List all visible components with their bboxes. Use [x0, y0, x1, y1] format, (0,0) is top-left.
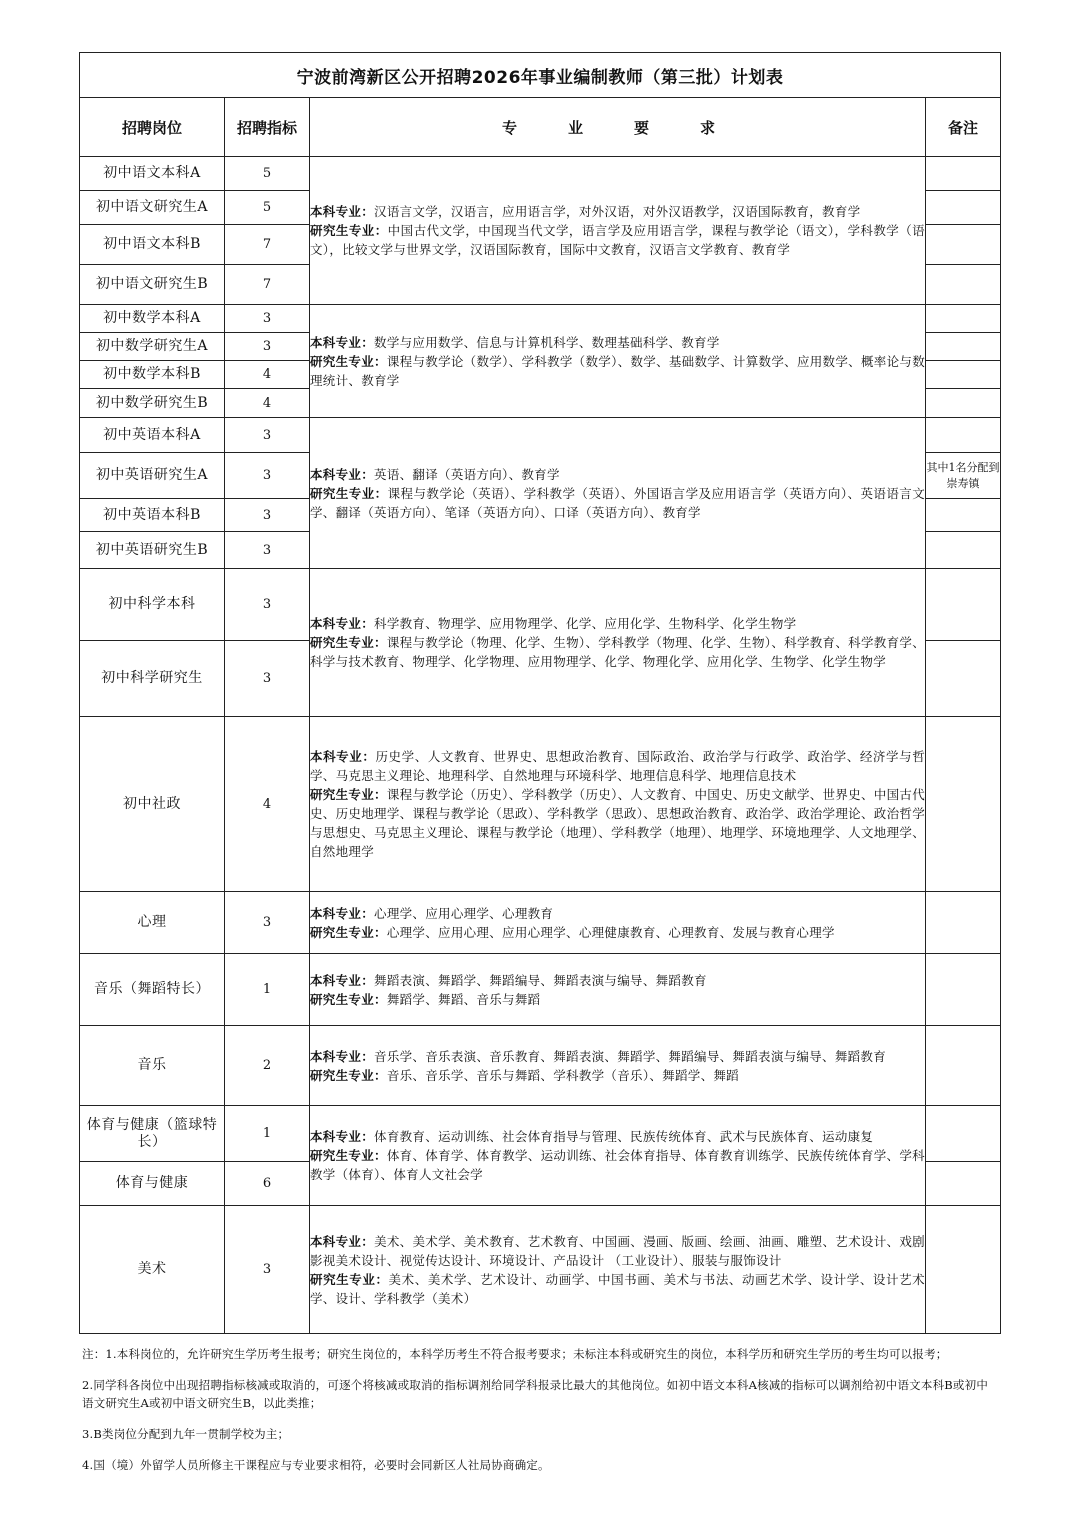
requirement-cell: [310, 305, 926, 418]
position-cell: 心理: [80, 892, 225, 954]
position-cell: 初中语文研究生B: [80, 265, 225, 305]
requirement-text: 课程与教学论（历史）、学科教学（历史）、人文教育、中国史、历史文献学、世界史、中国古代史、历史地理学、课程与教学论（思政）、学科教学（思政）、思想政治教育、政治学、政治学理论、政治哲学与思想史、马克思主义理论、课程与教学论（地理）、学科教学（地理）、地理学、环境地理学、人文地理学、自然地理学: [310, 787, 925, 859]
quota-cell: 7: [225, 265, 310, 305]
position-cell: 初中数学研究生A: [80, 333, 225, 361]
undergraduate-majors: [310, 1232, 925, 1270]
postgraduate-majors: [310, 990, 925, 1009]
requirement-text: 音乐学、音乐表演、音乐教育、舞蹈表演、舞蹈学、舞蹈编导、舞蹈表演与编导、舞蹈教育: [374, 1048, 887, 1064]
quota-cell: 3: [225, 418, 310, 453]
requirement-text: 中国古代文学，中国现当代文学，语言学及应用语言学，课程与教学论（语文），学科教学（语文），比较文学与世界文学，汉语国际教育，国际中文教育，汉语言文学教育、教育学: [310, 223, 925, 257]
table-row: [80, 418, 1001, 453]
postgraduate-majors: [310, 352, 925, 390]
remark-cell: [926, 389, 1001, 418]
quota-cell: 3: [225, 499, 310, 532]
remark-cell: [926, 418, 1001, 453]
position-cell: 初中英语研究生A: [80, 453, 225, 499]
table-row: [80, 1206, 1001, 1334]
remark-cell: [926, 641, 1001, 717]
requirement-label: 本科专业：: [310, 1048, 375, 1064]
position-cell: 初中数学本科A: [80, 305, 225, 333]
undergraduate-majors: [310, 202, 925, 221]
postgraduate-majors: [310, 1066, 925, 1085]
requirement-text: 舞蹈学、舞蹈、音乐与舞蹈: [386, 991, 541, 1007]
footnotes: [82, 1345, 997, 1487]
position-cell: 初中科学研究生: [80, 641, 225, 717]
requirement-label: 本科专业：: [310, 1129, 375, 1144]
requirement-cell: [310, 892, 926, 954]
requirement-label: 研究生专业：: [310, 787, 387, 802]
requirement-label: 研究生专业：: [310, 223, 388, 238]
remark-cell: [926, 717, 1001, 892]
requirement-cell: [310, 1106, 926, 1206]
quota-cell: 2: [225, 1026, 310, 1106]
position-cell: 初中英语研究生B: [80, 532, 225, 569]
footnote-item: 2.同学科各岗位中出现招聘指标核减或取消的，可逐个将核减或取消的指标调剂给同学科报录比最大的其他岗位。如初中语文本科A核减的指标可以调剂给初中语文本科B或初中语文研究生A或初中语文研究生B，以此类推；: [82, 1378, 989, 1410]
undergraduate-majors: [310, 1127, 925, 1146]
remark-cell: [926, 333, 1001, 361]
postgraduate-majors: [310, 785, 925, 861]
undergraduate-majors: [310, 747, 925, 785]
remark-cell: [926, 569, 1001, 641]
table-row: [80, 892, 1001, 954]
requirement-text: 英语、翻译（英语方向）、教育学: [374, 466, 560, 482]
requirement-text: 课程与教学论（数学）、学科教学（数学）、数学、基础数学、计算数学、应用数学、概率论与数理统计、教育学: [310, 353, 925, 388]
remark-cell: [926, 225, 1001, 265]
undergraduate-majors: [310, 333, 925, 352]
undergraduate-majors: [310, 614, 925, 633]
postgraduate-majors: [310, 923, 925, 942]
table-row: [80, 305, 1001, 333]
remark-cell: [926, 1106, 1001, 1162]
requirement-text: 历史学、人文教育、世界史、思想政治教育、国际政治、政治学与行政学、政治学、经济学与哲学、马克思主义理论、地理科学、自然地理与环境科学、地理信息科学、地理信息技术: [310, 749, 925, 783]
requirement-label: 研究生专业：: [310, 485, 388, 501]
requirement-cell: [310, 157, 926, 305]
header-requirement: 专 业 要 求: [310, 98, 926, 157]
requirement-text: 体育、体育学、体育教学、运动训练、社会体育指导、体育教育训练学、民族传统体育学、学科教学（体育）、体育人文社会学: [310, 1148, 925, 1182]
postgraduate-majors: [310, 221, 925, 259]
undergraduate-majors: [310, 904, 925, 923]
requirement-label: 研究生专业：: [310, 924, 387, 940]
requirement-cell: [310, 717, 926, 892]
undergraduate-majors: [310, 1047, 925, 1066]
position-cell: 初中语文本科B: [80, 225, 225, 265]
requirement-text: 课程与教学论（物理、化学、生物）、学科教学（物理、化学、生物）、科学教育、科学教育学、科学与技术教育、物理学、化学物理、应用物理学、化学、物理化学、应用化学、生物学、化学生物学: [310, 635, 925, 669]
table-row: [80, 954, 1001, 1026]
quota-cell: 6: [225, 1162, 310, 1206]
requirement-label: 本科专业：: [310, 905, 375, 921]
postgraduate-majors: [310, 633, 925, 671]
footnote-item: 3.B类岗位分配到九年一贯制学校为主；: [82, 1427, 290, 1441]
position-cell: 初中英语本科B: [80, 499, 225, 532]
remark-cell: [926, 954, 1001, 1026]
requirement-label: 研究生专业：: [310, 1067, 387, 1083]
recruitment-plan-table: [79, 52, 1001, 1334]
remark-cell: [926, 157, 1001, 191]
remark-cell: [926, 305, 1001, 333]
requirement-cell: [310, 569, 926, 717]
table-body: [80, 157, 1001, 1334]
undergraduate-majors: [310, 971, 925, 990]
table-row: [80, 717, 1001, 892]
table-title: 宁波前湾新区公开招聘2026年事业编制教师（第三批）计划表: [80, 53, 1001, 98]
requirement-label: 本科专业：: [310, 616, 375, 631]
quota-cell: 3: [225, 305, 310, 333]
remark-cell: [926, 1026, 1001, 1106]
requirement-cell: [310, 418, 926, 569]
quota-cell: 5: [225, 191, 310, 225]
requirement-text: 体育教育、运动训练、社会体育指导与管理、民族传统体育、武术与民族体育、运动康复: [374, 1129, 874, 1144]
remark-cell: [926, 265, 1001, 305]
requirement-text: 课程与教学论（英语）、学科教学（英语）、外国语言学及应用语言学（英语方向）、英语语言文学、翻译（英语方向）、笔译（英语方向）、口译（英语方向）、教育学: [310, 485, 925, 520]
position-cell: 初中数学研究生B: [80, 389, 225, 418]
requirement-label: 本科专业：: [310, 1233, 375, 1249]
requirement-text: 科学教育、物理学、应用物理学、化学、应用化学、生物科学、化学生物学: [374, 616, 797, 631]
requirement-text: 心理学、应用心理、应用心理学、心理健康教育、心理教育、发展与教育心理学: [386, 924, 835, 940]
recruitment-plan-sheet: [79, 52, 1000, 1334]
requirement-label: 本科专业：: [310, 972, 375, 988]
remark-cell: [926, 532, 1001, 569]
header-remark: 备注: [926, 98, 1001, 157]
undergraduate-majors: [310, 465, 925, 484]
table-row: [80, 1026, 1001, 1106]
quota-cell: 1: [225, 954, 310, 1026]
postgraduate-majors: [310, 484, 925, 522]
footnote-item: 4.国（境）外留学人员所修主干课程应与专业要求相符，必要时会同新区人社局协商确定。: [82, 1458, 550, 1472]
remark-cell: [926, 191, 1001, 225]
requirement-label: 研究生专业：: [310, 635, 387, 650]
quota-cell: 1: [225, 1106, 310, 1162]
footnote-item: 注：1.本科岗位的，允许研究生学历考生报考；研究生岗位的，本科学历考生不符合报考要求；未标注本科或研究生的岗位，本科学历和研究生学历的考生均可以报考；: [82, 1347, 948, 1361]
requirement-text: 心理学、应用心理学、心理教育: [374, 905, 554, 921]
requirement-label: 研究生专业：: [310, 1271, 389, 1287]
position-cell: 初中英语本科A: [80, 418, 225, 453]
quota-cell: 3: [225, 1206, 310, 1334]
table-row: [80, 157, 1001, 191]
requirement-text: 美术、美术学、美术教育、艺术教育、中国画、漫画、版画、绘画、油画、雕塑、艺术设计、戏剧影视美术设计、视觉传达设计、环境设计、产品设计 （工业设计）、服装与服饰设计: [310, 1233, 925, 1268]
remark-cell: [926, 892, 1001, 954]
requirement-label: 研究生专业：: [310, 1148, 387, 1163]
postgraduate-majors: [310, 1146, 925, 1184]
quota-cell: 3: [225, 892, 310, 954]
requirement-cell: [310, 1026, 926, 1106]
requirement-cell: [310, 1206, 926, 1334]
requirement-label: 本科专业：: [310, 749, 376, 764]
requirement-label: 研究生专业：: [310, 353, 387, 369]
quota-cell: 3: [225, 453, 310, 499]
requirement-text: 美术、美术学、艺术设计、动画学、中国书画、美术与书法、动画艺术学、设计学、设计艺术学、设计、学科教学（美术）: [310, 1271, 925, 1306]
remark-cell: 其中1名分配到崇寿镇: [926, 453, 1001, 499]
position-cell: 初中语文研究生A: [80, 191, 225, 225]
requirement-cell: [310, 954, 926, 1026]
position-cell: 初中语文本科A: [80, 157, 225, 191]
table-row: [80, 569, 1001, 641]
position-cell: 初中社政: [80, 717, 225, 892]
remark-cell: [926, 499, 1001, 532]
quota-cell: 7: [225, 225, 310, 265]
requirement-label: 本科专业：: [310, 466, 375, 482]
requirement-text: 汉语言文学，汉语言，应用语言学，对外汉语，对外汉语教学，汉语国际教育，教育学: [374, 204, 861, 219]
position-cell: 初中科学本科: [80, 569, 225, 641]
position-cell: 体育与健康（篮球特长）: [80, 1106, 225, 1162]
quota-cell: 4: [225, 717, 310, 892]
quota-cell: 3: [225, 641, 310, 717]
position-cell: 音乐（舞蹈特长）: [80, 954, 225, 1026]
requirement-text: 舞蹈表演、舞蹈学、舞蹈编导、舞蹈表演与编导、舞蹈教育: [374, 972, 707, 988]
position-cell: 初中数学本科B: [80, 361, 225, 389]
quota-cell: 4: [225, 361, 310, 389]
quota-cell: 3: [225, 333, 310, 361]
requirement-label: 本科专业：: [310, 334, 375, 350]
remark-cell: [926, 1162, 1001, 1206]
quota-cell: 5: [225, 157, 310, 191]
quota-cell: 4: [225, 389, 310, 418]
quota-cell: 3: [225, 569, 310, 641]
requirement-label: 研究生专业：: [310, 991, 387, 1007]
quota-cell: 3: [225, 532, 310, 569]
requirement-label: 本科专业：: [310, 204, 375, 219]
table-row: [80, 1106, 1001, 1162]
header-quota: 招聘指标: [225, 98, 310, 157]
requirement-text: 数学与应用数学、信息与计算机科学、数理基础科学、教育学: [374, 334, 720, 350]
position-cell: 体育与健康: [80, 1162, 225, 1206]
remark-cell: [926, 1206, 1001, 1334]
requirement-text: 音乐、音乐学、音乐与舞蹈、学科教学（音乐）、舞蹈学、舞蹈: [386, 1067, 739, 1083]
header-position: 招聘岗位: [80, 98, 225, 157]
position-cell: 音乐: [80, 1026, 225, 1106]
remark-cell: [926, 361, 1001, 389]
postgraduate-majors: [310, 1270, 925, 1308]
position-cell: 美术: [80, 1206, 225, 1334]
